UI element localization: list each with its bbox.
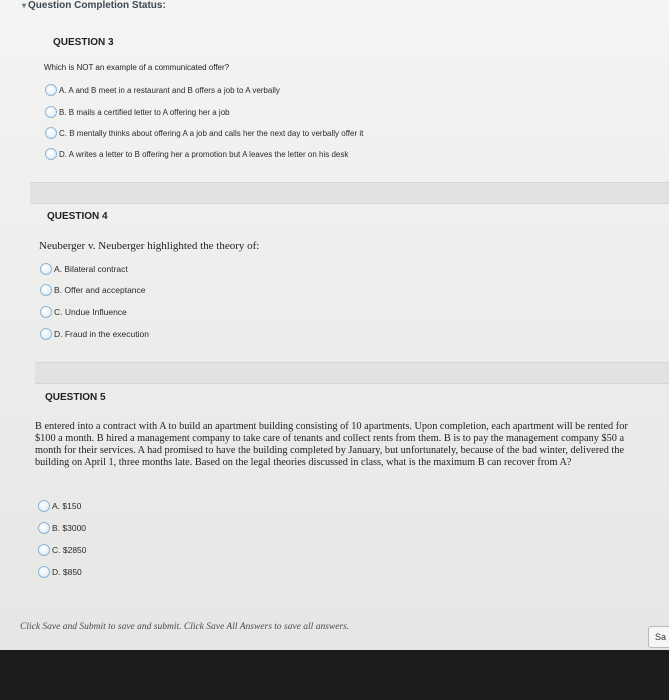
q4-option-d[interactable]: [40, 328, 149, 340]
option-label: B. $3000: [52, 523, 87, 533]
option-label: D. Fraud in the execution: [54, 329, 149, 339]
radio-button[interactable]: [38, 544, 50, 556]
q3-option-d[interactable]: [45, 148, 348, 160]
q4-option-a[interactable]: [40, 263, 128, 275]
submit-instructions: Click Save and Submit to save and submit. Click Save All Answers to save all answers.: [20, 622, 350, 632]
q3-option-a[interactable]: [45, 84, 280, 96]
option-label: B. Offer and acceptance: [54, 285, 146, 295]
q5-option-d[interactable]: [38, 566, 82, 578]
q5-option-b[interactable]: [38, 522, 86, 534]
bottom-bar: [0, 650, 669, 700]
radio-button[interactable]: [38, 500, 50, 512]
option-label: A. $150: [52, 501, 82, 511]
question-divider: [35, 362, 669, 384]
radio-button[interactable]: [45, 148, 57, 160]
q3-option-b[interactable]: [45, 106, 230, 118]
option-label: D. A writes a letter to B offering her a promotion but A leaves the letter on his desk: [59, 149, 349, 159]
status-label: Question Completion Status:: [28, 0, 166, 11]
option-label: B. B mails a certified letter to A offering her a job: [59, 107, 230, 117]
radio-button[interactable]: [40, 263, 52, 275]
q3-option-c[interactable]: [45, 127, 363, 139]
radio-button[interactable]: [40, 306, 52, 318]
option-label: A. Bilateral contract: [54, 264, 128, 274]
q5-option-a[interactable]: [38, 500, 81, 512]
chevron-down-icon: ▾: [22, 1, 27, 10]
q4-option-c[interactable]: [40, 306, 127, 318]
question-3-title: QUESTION 3: [53, 37, 114, 48]
save-all-answers-button[interactable]: Sa: [648, 626, 669, 648]
radio-button[interactable]: [45, 106, 57, 118]
option-label: D. $850: [52, 567, 82, 577]
question-divider: [30, 182, 669, 204]
question-4-text: Neuberger v. Neuberger highlighted the theory of:: [39, 240, 260, 252]
option-label: C. $2850: [52, 545, 87, 555]
question-3-text: Which is NOT an example of a communicated offer?: [44, 63, 230, 72]
q4-option-b[interactable]: [40, 284, 146, 296]
radio-button[interactable]: [45, 84, 57, 96]
q5-option-c[interactable]: [38, 544, 87, 556]
radio-button[interactable]: [45, 127, 57, 139]
radio-button[interactable]: [38, 566, 50, 578]
question-5-text: B entered into a contract with A to build an apartment building consisting of 10 apartments. Upon completion, each apartment will be rented for $100 a month. B hired a management company to take care of tenants and collect rents from them. B is to pay the management company $50 a month for their services. A had promised to have the building completed by January, but unfortunately, because of the bad winter, delivered the building on April 1, three months late. Based on the legal theories discussed in class, what is the maximum B can recover from A?: [35, 421, 628, 468]
option-label: C. Undue Influence: [54, 307, 127, 317]
question-completion-status[interactable]: [22, 0, 166, 11]
question-4-title: QUESTION 4: [47, 211, 108, 222]
radio-button[interactable]: [40, 328, 52, 340]
question-5-title: QUESTION 5: [45, 392, 106, 403]
radio-button[interactable]: [40, 284, 52, 296]
option-label: C. B mentally thinks about offering A a job and calls her the next day to verbally offer it: [59, 128, 364, 138]
option-label: A. A and B meet in a restaurant and B offers a job to A verbally: [59, 85, 280, 95]
radio-button[interactable]: [38, 522, 50, 534]
